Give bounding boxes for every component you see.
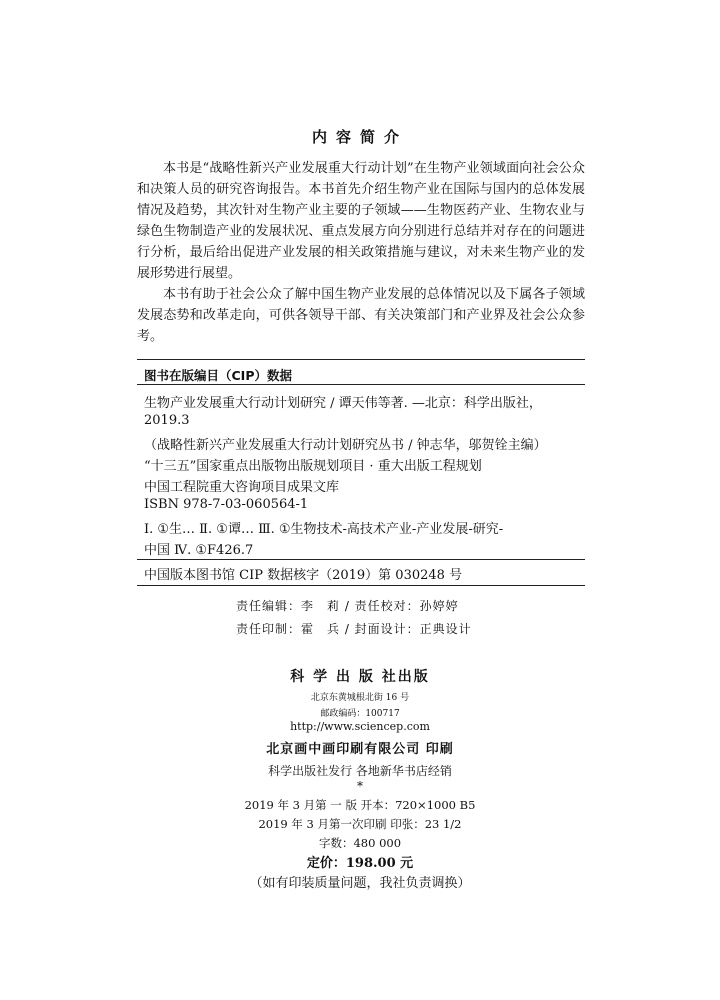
cip-top-rule bbox=[137, 359, 585, 360]
publisher-address: 北京东黄城根北街 16 号 bbox=[310, 693, 410, 703]
printer-name: 北京画中画印刷有限公司 印刷 bbox=[266, 742, 454, 757]
editor-credits: 责任编辑：李 莉 / 责任校对：孙婷婷 bbox=[236, 599, 459, 613]
price: 定价：198.00 元 bbox=[306, 856, 414, 871]
quality-note: （如有印装质量问题，我社负责调换） bbox=[249, 876, 471, 891]
cip-line: 生物产业发展重大行动计划研究 / 谭天伟等著. —北京：科学出版社， bbox=[144, 396, 542, 411]
cip-heading-rule bbox=[137, 384, 585, 385]
word-count: 字数：480 000 bbox=[318, 836, 402, 850]
cip-record-rule bbox=[137, 559, 585, 560]
summary-line: 议，对未来生物产业的发展形势进行展望。 bbox=[137, 245, 585, 281]
cip-line: Ⅰ. ①生… Ⅱ. ①谭… Ⅲ. ①生物技术-高技术产业-产业发展-研究- bbox=[144, 522, 504, 537]
cip-record: 中国版本图书馆 CIP 数据核字（2019）第 030248 号 bbox=[144, 568, 463, 583]
cip-line: ISBN 978-7-03-060564-1 bbox=[144, 497, 309, 512]
summary-line: 结并对存在的问题进行分析，最后给出促进产业发展的相关政策措施与建 bbox=[137, 224, 585, 260]
summary-title: 内容简介 bbox=[311, 128, 408, 146]
summary-line: 本书是“战略性新兴产业发展重大行动计划”在生物产业领域面向社 bbox=[163, 161, 546, 176]
summary-line: 的总体发展情况及趋势，其次针对生物产业主要的子领域——生物医药产 bbox=[137, 182, 585, 218]
cip-line: 中国工程院重大咨询项目成果文库 bbox=[144, 480, 340, 495]
cip-line: “十三五”国家重点出版物出版规划项目 · 重大出版工程规划 bbox=[144, 459, 482, 474]
summary-line: 领域发展态势和改革走向，可供各领导干部、有关决策部门和产业界及社 bbox=[137, 287, 585, 323]
summary-paragraph-1 bbox=[137, 158, 585, 284]
summary-line: 业、生物农业与绿色生物制造产业的发展状况、重点发展方向分别进行总 bbox=[137, 203, 585, 239]
print-credits: 责任印制：霍 兵 / 封面设计：正典设计 bbox=[236, 622, 472, 636]
cip-line: 中国 Ⅳ. ①F426.7 bbox=[144, 543, 254, 558]
publisher-name: 科 学 出 版 社出版 bbox=[290, 669, 430, 685]
summary-line: 会公众参考。 bbox=[137, 308, 585, 344]
cip-line: 2019.3 bbox=[144, 413, 190, 428]
summary-text bbox=[137, 158, 585, 347]
summary-paragraph-2 bbox=[137, 284, 585, 347]
summary-line: 会公众和决策人员的研究咨询报告。本书首先介绍生物产业在国际与国内 bbox=[137, 161, 585, 197]
separator-star: * bbox=[357, 779, 363, 793]
printing-info: 2019 年 3 月第一次印刷 印张：23 1/2 bbox=[258, 817, 462, 831]
publisher-url: http://www.sciencep.com bbox=[290, 720, 430, 733]
summary-line: 本书有助于社会公众了解中国生物产业发展的总体情况以及下属各子 bbox=[163, 287, 559, 302]
cip-heading: 图书在版编目（CIP）数据 bbox=[144, 368, 292, 383]
cip-bottom-rule bbox=[137, 585, 585, 586]
publisher-zip: 邮政编码：100717 bbox=[320, 709, 400, 719]
distribution-info: 科学出版社发行 各地新华书店经销 bbox=[268, 764, 452, 778]
cip-line: （战略性新兴产业发展重大行动计划研究丛书 / 钟志华，邬贺铨主编） bbox=[144, 438, 547, 453]
edition-info: 2019 年 3 月第 一 版 开本：720×1000 B5 bbox=[244, 798, 476, 812]
